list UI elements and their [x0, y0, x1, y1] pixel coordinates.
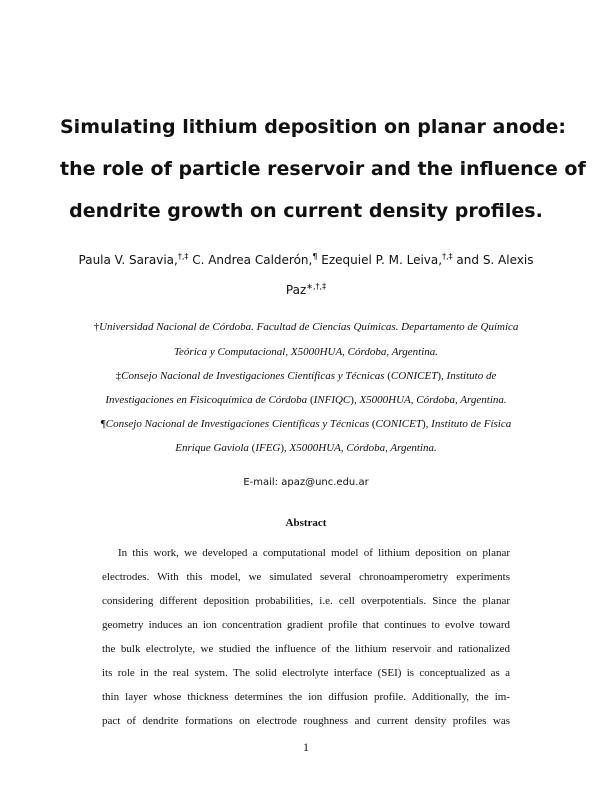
author-affiliation-mark: †,‡: [442, 252, 453, 261]
abstract-line: pact of dendrite formations on electrode roughness and current density profiles was: [102, 715, 510, 727]
affiliation-text: Consejo Nacional de Investigaciones Científicas y Técnicas: [105, 418, 372, 430]
page-number: 1: [303, 740, 309, 754]
affiliation-3-line-1: [40, 417, 572, 431]
affiliation-2-line-2: [40, 393, 572, 407]
author-name: Paula V. Saravia,: [78, 253, 178, 267]
affiliation-mark: ¶: [100, 418, 106, 430]
email-label: E-mail:: [243, 477, 282, 488]
affiliation-text: , Instituto de: [441, 370, 497, 382]
affiliation-text: Enrique Gaviola: [175, 442, 252, 454]
paren: ): [422, 418, 426, 430]
author-affiliation-mark: ∗,†,‡: [306, 282, 327, 291]
author-name: and S. Alexis: [452, 253, 534, 267]
abstract-line: the bulk electrolyte, we studied the influence of the lithium reservoir and rationalized: [102, 643, 510, 655]
affiliation-acronym: CONICET: [375, 418, 422, 430]
paren: ): [437, 370, 442, 382]
paren: ): [350, 394, 354, 406]
paren: (: [387, 370, 391, 382]
abstract-line: electrodes. With this model, we simulated several chronoamperometry experiments: [102, 571, 510, 583]
abstract-line: thin layer whose thickness determines the ion diffusion profile. Additionally, the im-: [102, 691, 510, 703]
author-affiliation-mark: †,‡: [177, 252, 189, 261]
affiliation-2-line-1: [40, 369, 572, 383]
paren: (: [371, 418, 376, 430]
author-affiliation-mark: ¶: [312, 252, 318, 261]
author-list-line-1: [60, 252, 552, 268]
paren: (: [309, 394, 314, 406]
email-address-link[interactable]: apaz@unc.edu.ar: [281, 477, 369, 488]
affiliation-acronym: INFIQC: [313, 394, 351, 406]
affiliation-acronym: CONICET: [390, 370, 438, 382]
affiliation-text: Consejo Nacional de Investigaciones Científicas y Técnicas: [121, 370, 388, 382]
affiliation-mark: †: [93, 321, 100, 333]
affiliation-text: Investigaciones en Fisicoquímica de Córdoba: [105, 394, 310, 406]
author-name: Paz: [285, 283, 307, 297]
author-list-line-2: [60, 282, 552, 298]
affiliation-3-line-2: [40, 441, 572, 455]
affiliation-text: Universidad Nacional de Córdoba. Facultad de Ciencias Químicas. Departamento de Química: [99, 321, 519, 333]
author-name: Ezequiel P. M. Leiva,: [317, 253, 443, 267]
abstract-line: considering different deposition probabilities, i.e. cell overpotentials. Since the planar: [102, 595, 510, 607]
affiliation-text: , X5000HUA, Córdoba, Argentina.: [284, 442, 437, 454]
contact-email: [60, 476, 552, 489]
abstract-line: In this work, we developed a computational model of lithium deposition on planar: [118, 547, 510, 559]
abstract-heading: Abstract: [285, 517, 327, 529]
affiliation-text: , X5000HUA, Córdoba, Argentina.: [353, 394, 507, 406]
affiliation-text: , Instituto de Física: [425, 418, 512, 430]
author-name: C. Andrea Calderón,: [188, 253, 313, 267]
affiliation-1-line-1: [40, 320, 572, 334]
paper-title-line-2: the role of particle reservoir and the influence of: [60, 158, 586, 180]
paren: (: [251, 442, 256, 454]
abstract-line: geometry induces an ion concentration gradient profile that continues to evolve toward: [102, 619, 510, 631]
paper-title-line-3: dendrite growth on current density profiles.: [69, 200, 543, 222]
affiliation-1-line-2: Teórica y Computacional, X5000HUA, Córdoba, Argentina.: [173, 346, 439, 358]
affiliation-acronym: IFEG: [255, 442, 281, 454]
paper-title-line-1: Simulating lithium deposition on planar anode:: [60, 116, 566, 138]
paren: ): [280, 442, 285, 454]
abstract-line: its role in the real system. The solid electrolyte interface (SEI) is conceptualized as a: [102, 667, 510, 679]
affiliation-mark: ‡: [115, 370, 122, 382]
